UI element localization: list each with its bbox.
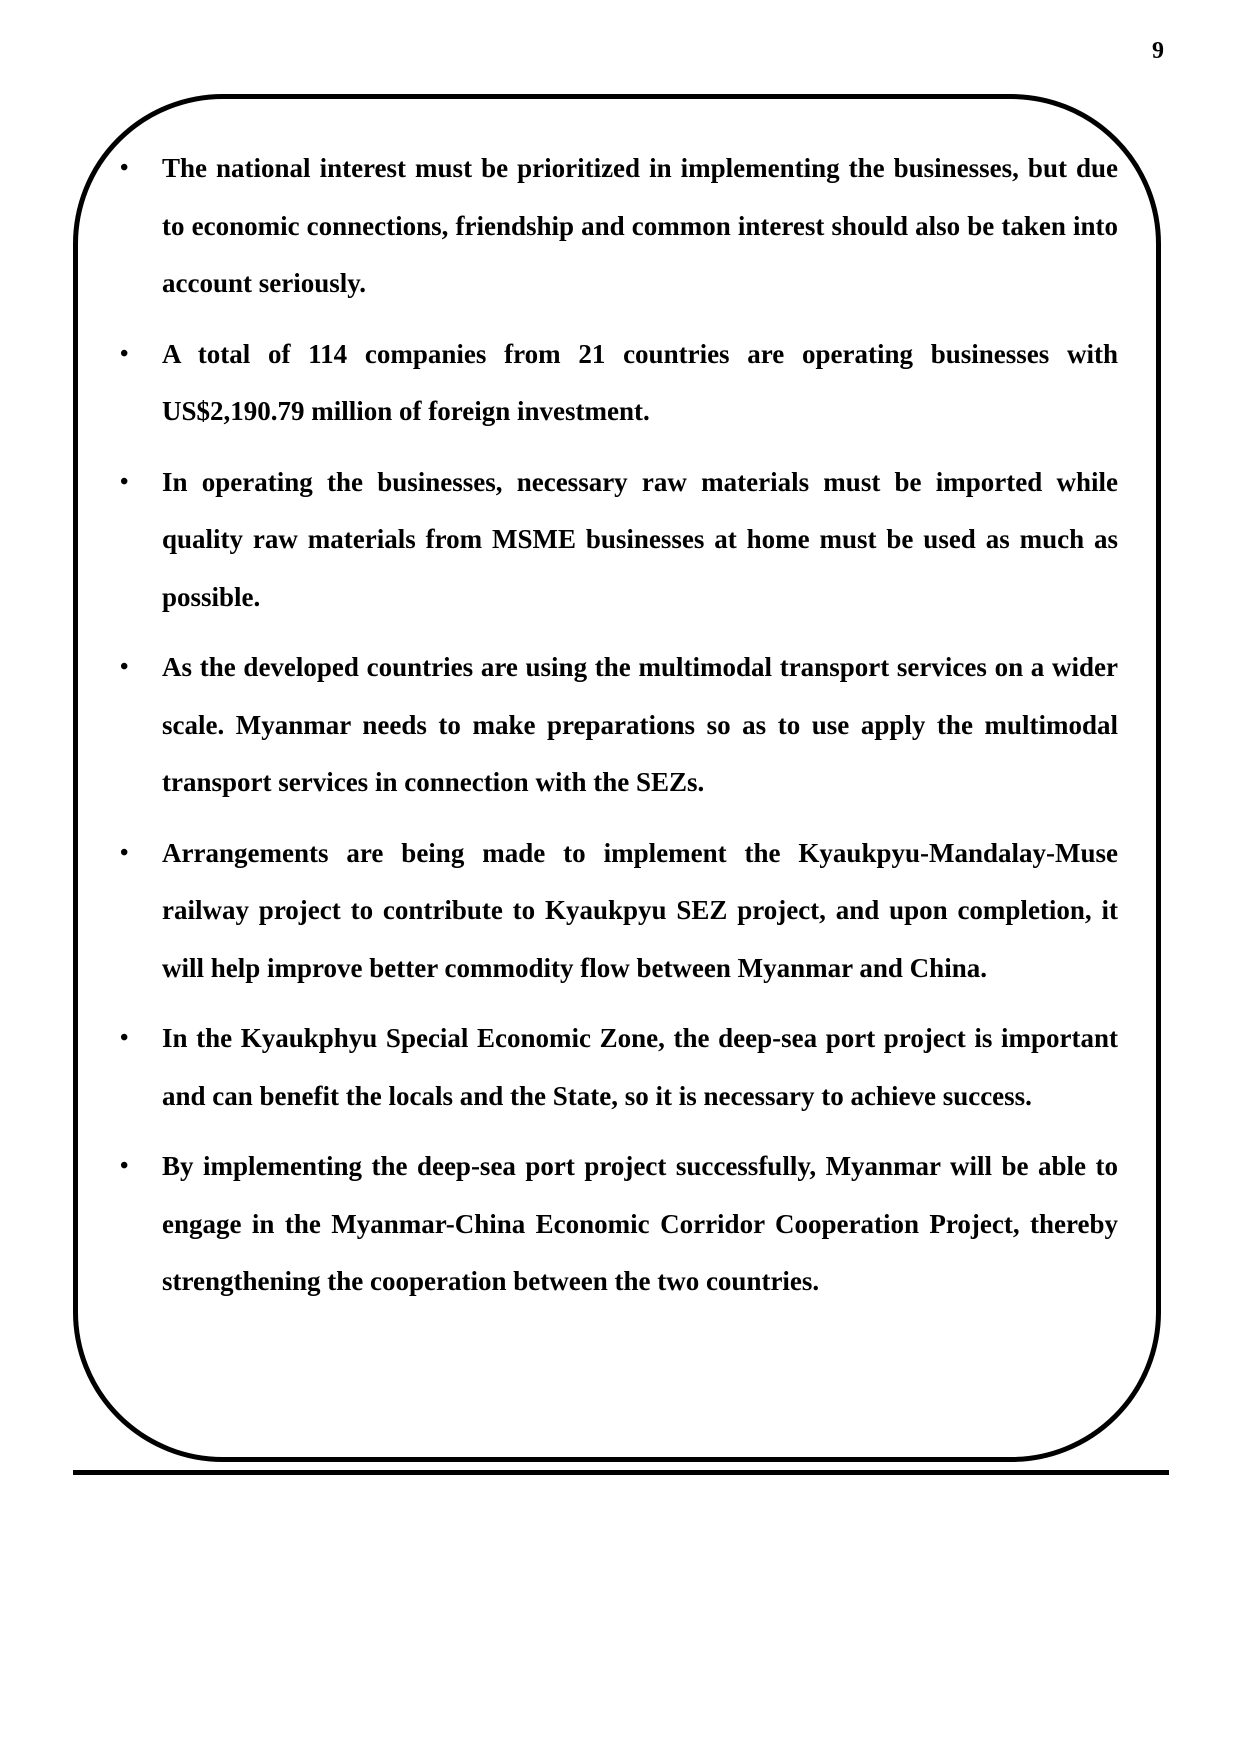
bullet-item-foreign-investment xyxy=(120,326,1118,441)
bullet-item-deep-sea-port xyxy=(120,1010,1118,1125)
bullet-dot-icon: • xyxy=(120,1025,129,1051)
bullet-text: In operating the businesses, necessary raw materials must be imported while quality raw materials from MSME businesses at home must be used as much as possible. xyxy=(162,466,1118,612)
bullet-text: Arrangements are being made to implement the Kyaukpyu-Mandalay-Muse railway project to contribute to Kyaukpyu SEZ project, and upon completion, it will help improve better commodity flow between Myanmar and China. xyxy=(162,837,1118,983)
bullet-dot-icon: • xyxy=(120,340,129,367)
bullet-item-national-interest xyxy=(120,140,1118,313)
bullet-dot-icon: • xyxy=(120,654,129,680)
bullet-dot-icon: • xyxy=(120,155,129,181)
bullet-text: As the developed countries are using the multimodal transport services on a wider scale. Myanmar needs to make preparations so as to use apply the multimodal transport services in connection with the SEZs. xyxy=(162,652,1118,797)
bullet-item-economic-corridor xyxy=(120,1138,1118,1311)
bullet-text: By implementing the deep-sea port project successfully, Myanmar will be able to engage in the Myanmar-China Economic Corridor Cooperation Project, thereby strengthening the cooperation between the two countries. xyxy=(162,1151,1118,1296)
bullet-text: In the Kyaukphyu Special Economic Zone, the deep-sea port project is important and can benefit the locals and the State, so it is necessary to achieve success. xyxy=(162,1023,1118,1111)
page-number: 9 xyxy=(1152,38,1164,64)
bullet-text: The national interest must be prioritized in implementing the businesses, but due to economic connections, friendship and common interest should also be taken into account seriously. xyxy=(162,153,1118,298)
bottom-divider xyxy=(73,1470,1169,1475)
bullet-list xyxy=(120,140,1118,1324)
bullet-dot-icon: • xyxy=(120,1153,129,1179)
bullet-item-raw-materials xyxy=(120,454,1118,627)
bullet-dot-icon: • xyxy=(120,468,129,495)
bullet-dot-icon: • xyxy=(120,839,129,866)
bullet-item-railway-project xyxy=(120,825,1118,998)
bullet-item-multimodal-transport xyxy=(120,639,1118,812)
bullet-text: A total of 114 companies from 21 countries are operating businesses with US$2,190.79 million of foreign investment. xyxy=(162,338,1118,426)
